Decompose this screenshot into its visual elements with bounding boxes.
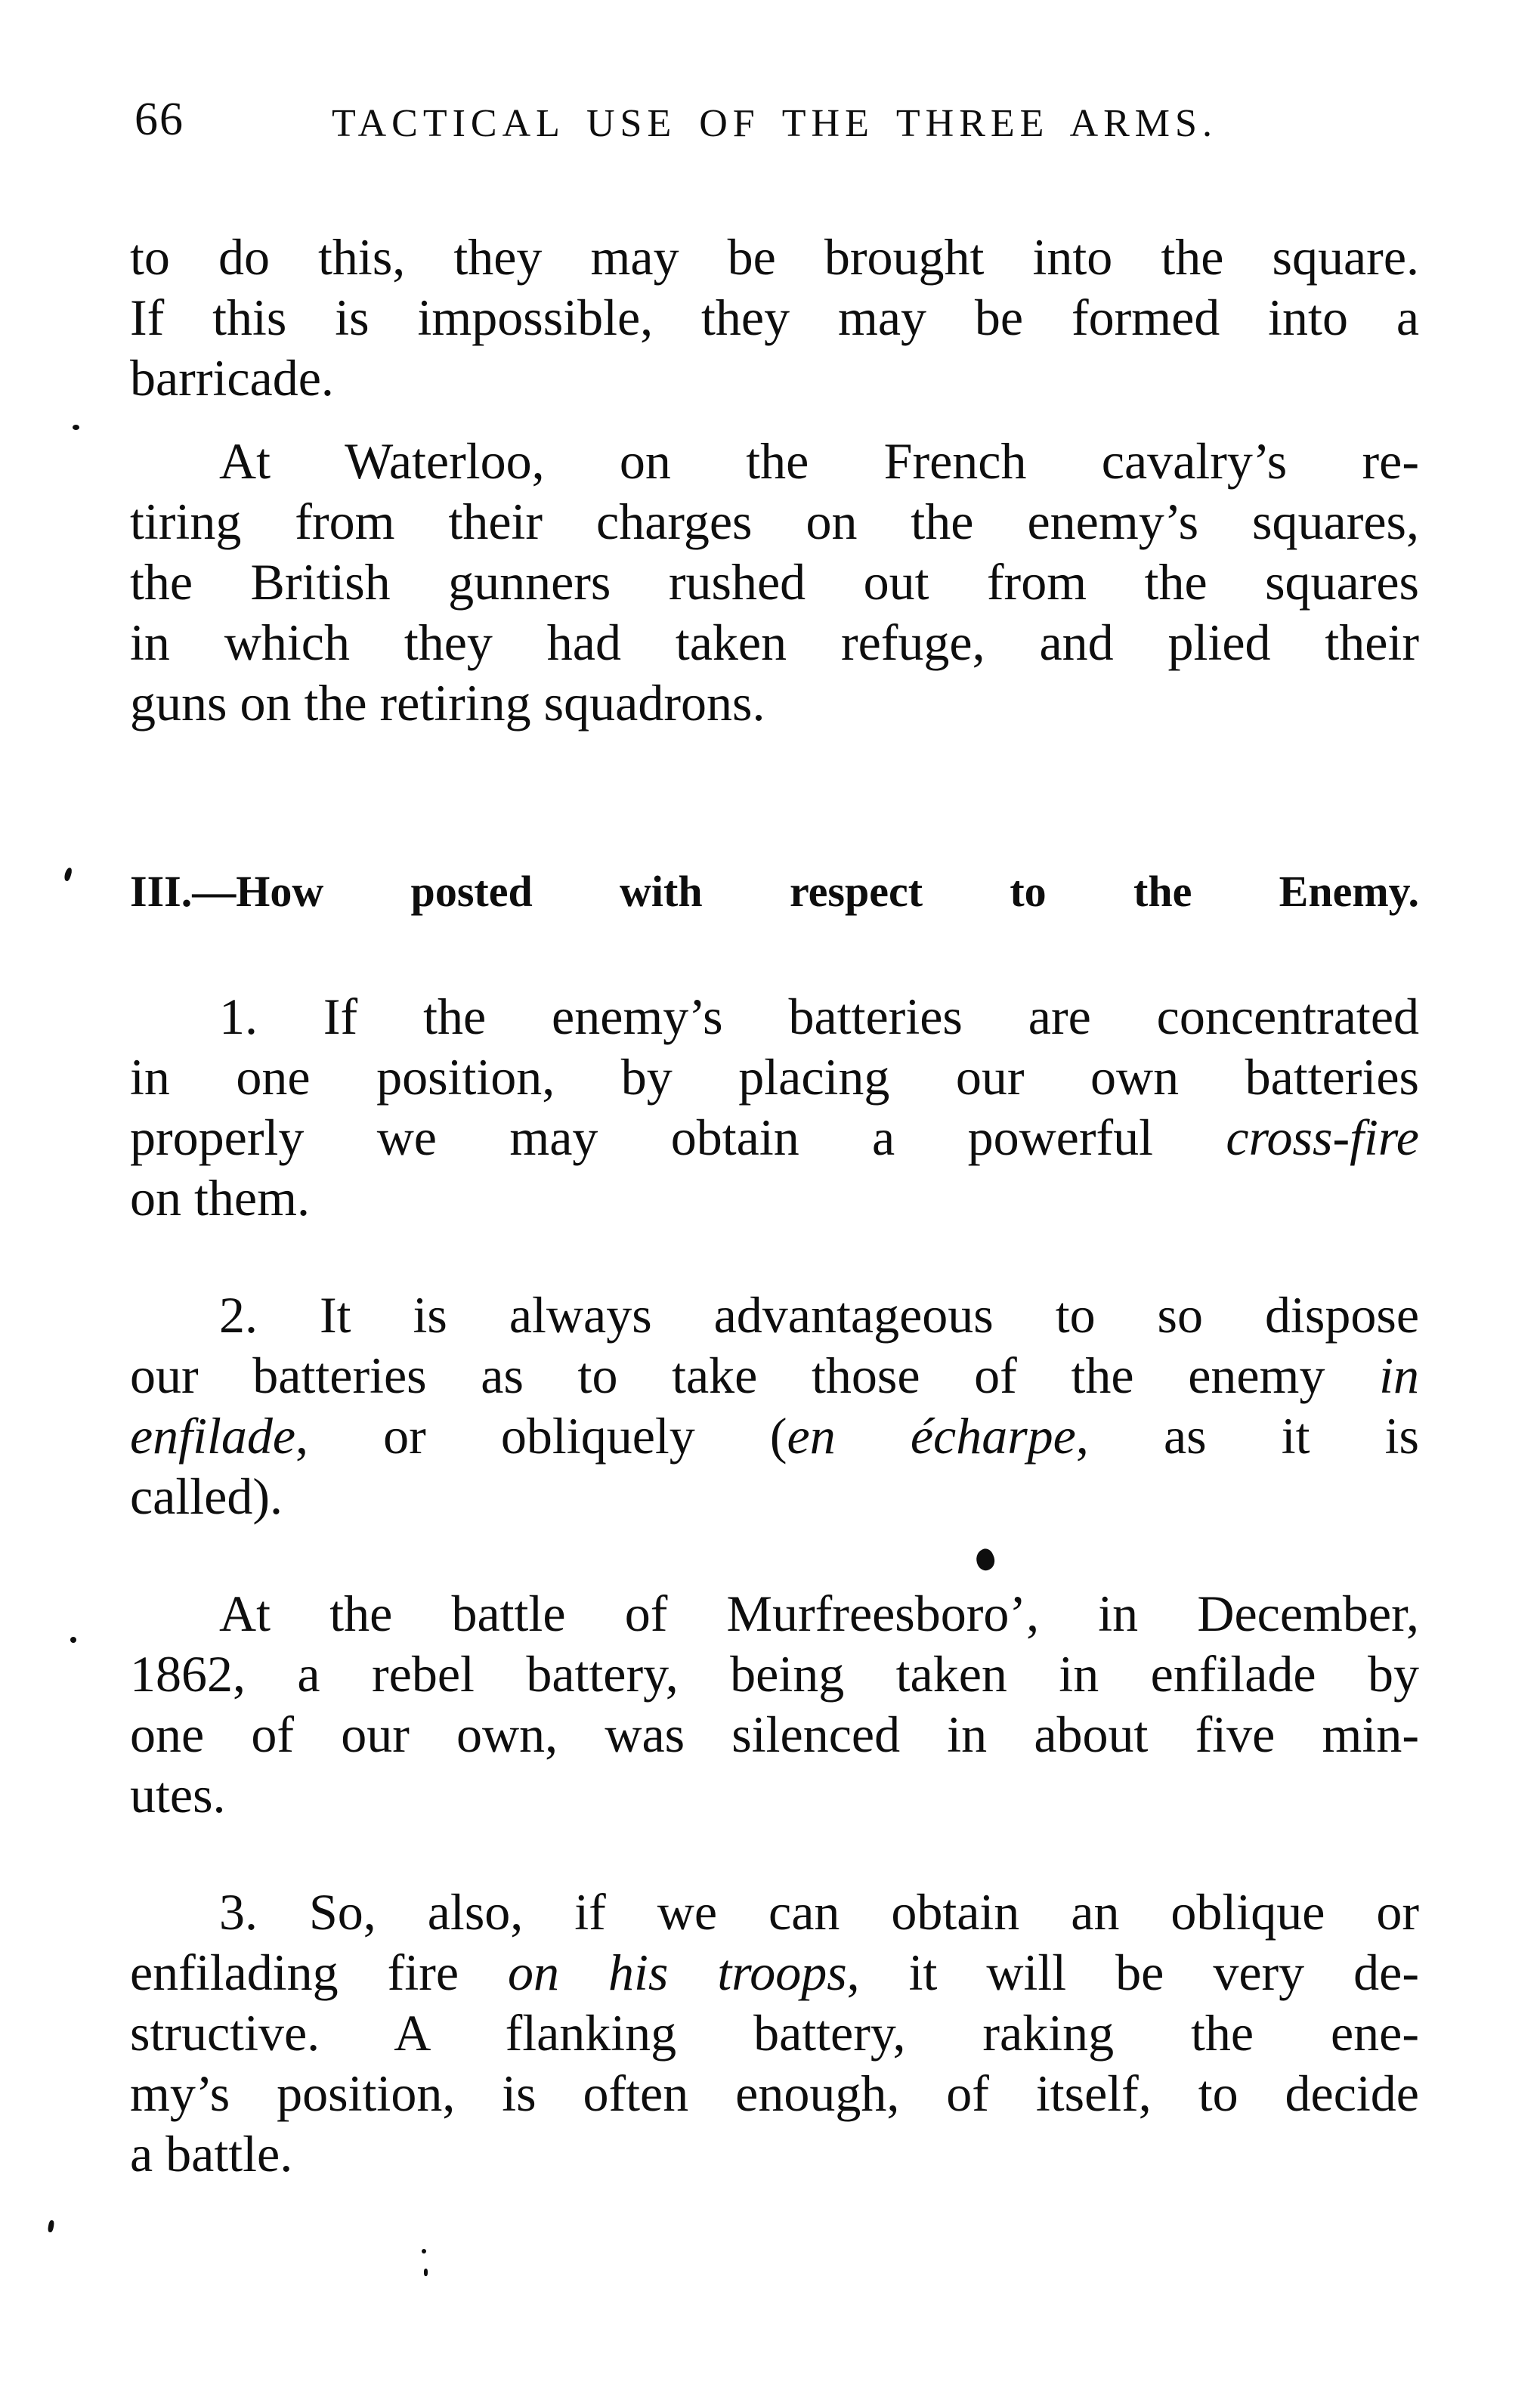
text-line (130, 227, 1419, 287)
text-line (130, 612, 1419, 673)
text-segment: structive. A flanking battery, raking the ene- (130, 2004, 1419, 2062)
paragraph-continuation (130, 227, 1419, 408)
text-line (130, 2063, 1419, 2124)
text-line (130, 1406, 1419, 1466)
text-segment: guns on the retiring squadrons. (130, 674, 765, 732)
text-segment: , or obliquely ( (295, 1407, 787, 1465)
text-segment: At Waterloo, on the French cavalry’s re- (219, 432, 1419, 490)
ink-speck (63, 867, 73, 882)
text-segment: 2. It is always advantageous to so dispose (219, 1286, 1419, 1344)
text-segment: 1. If the enemy’s batteries are concentrated (219, 988, 1419, 1045)
text-line (130, 1168, 1419, 1228)
ink-speck (70, 1637, 76, 1643)
text-segment: a battle. (130, 2125, 293, 2182)
italic-text-segment: on his troops (508, 1944, 847, 2001)
running-head-title: TACTICAL USE OF THE THREE ARMS. (332, 102, 1217, 145)
text-segment: 3. So, also, if we can obtain an oblique or (219, 1883, 1419, 1941)
text-line (130, 491, 1419, 552)
text-segment: my’s position, is often enough, of itself, to decide (130, 2065, 1419, 2122)
text-line (130, 1345, 1419, 1406)
text-line (130, 348, 1419, 408)
text-line (130, 287, 1419, 348)
ink-speck (48, 2220, 55, 2233)
text-line (130, 673, 1419, 733)
text-segment: on them. (130, 1169, 310, 1226)
text-line (130, 986, 1419, 1047)
italic-text-segment: enfilade (130, 1407, 296, 1465)
text-segment: in which they had taken refuge, and plied their (130, 614, 1419, 671)
italic-text-segment: en écharpe (787, 1407, 1076, 1465)
text-segment: , it will be very de- (846, 1944, 1419, 2001)
paragraph-murfreesboro (130, 1583, 1419, 1825)
text-segment: barricade. (130, 349, 334, 407)
paragraph-point-3 (130, 1882, 1419, 2184)
text-segment: called). (130, 1468, 283, 1525)
text-segment: the British gunners rushed out from the squares (130, 553, 1419, 611)
ink-speck (422, 2249, 426, 2253)
text-line (130, 431, 1419, 491)
text-line (130, 1765, 1419, 1825)
ink-speck (73, 425, 79, 430)
text-line (130, 1107, 1419, 1168)
section-heading: III.—How posted with respect to the Enemy. (130, 867, 1419, 916)
text-line (130, 1583, 1419, 1644)
text-segment: utes. (130, 1766, 226, 1823)
ink-speck (424, 2269, 428, 2276)
text-line (130, 2003, 1419, 2063)
text-segment: properly we may obtain a powerful (130, 1109, 1226, 1166)
text-segment: in one position, by placing our own batteries (130, 1048, 1419, 1106)
text-line (130, 1644, 1419, 1704)
text-line (130, 1047, 1419, 1107)
text-segment: tiring from their charges on the enemy’s squares, (130, 493, 1419, 550)
text-segment: enfilading fire (130, 1944, 509, 2001)
text-segment: If this is impossible, they may be formed into a (130, 289, 1419, 346)
text-segment: At the battle of Murfreesboro’, in December, (219, 1585, 1419, 1642)
text-line (130, 1942, 1419, 2003)
paragraph-point-1 (130, 986, 1419, 1228)
text-segment: our batteries as to take those of the enemy (130, 1347, 1380, 1404)
text-line (130, 1285, 1419, 1345)
text-segment: , as it is (1075, 1407, 1419, 1465)
text-line (130, 552, 1419, 612)
text-line (130, 1704, 1419, 1765)
text-segment: to do this, they may be brought into the square. (130, 228, 1419, 286)
page-number: 66 (135, 94, 184, 145)
text-line (130, 2124, 1419, 2184)
text-line (130, 1466, 1419, 1527)
text-segment: 1862, a rebel battery, being taken in enfilade by (130, 1645, 1419, 1703)
paragraph-point-2 (130, 1285, 1419, 1527)
italic-text-segment: in (1379, 1347, 1419, 1404)
text-column (130, 227, 1419, 2184)
italic-text-segment: cross-fire (1226, 1109, 1419, 1166)
text-segment: one of our own, was silenced in about five min- (130, 1706, 1419, 1763)
text-line (130, 1882, 1419, 1942)
paragraph-waterloo (130, 431, 1419, 733)
